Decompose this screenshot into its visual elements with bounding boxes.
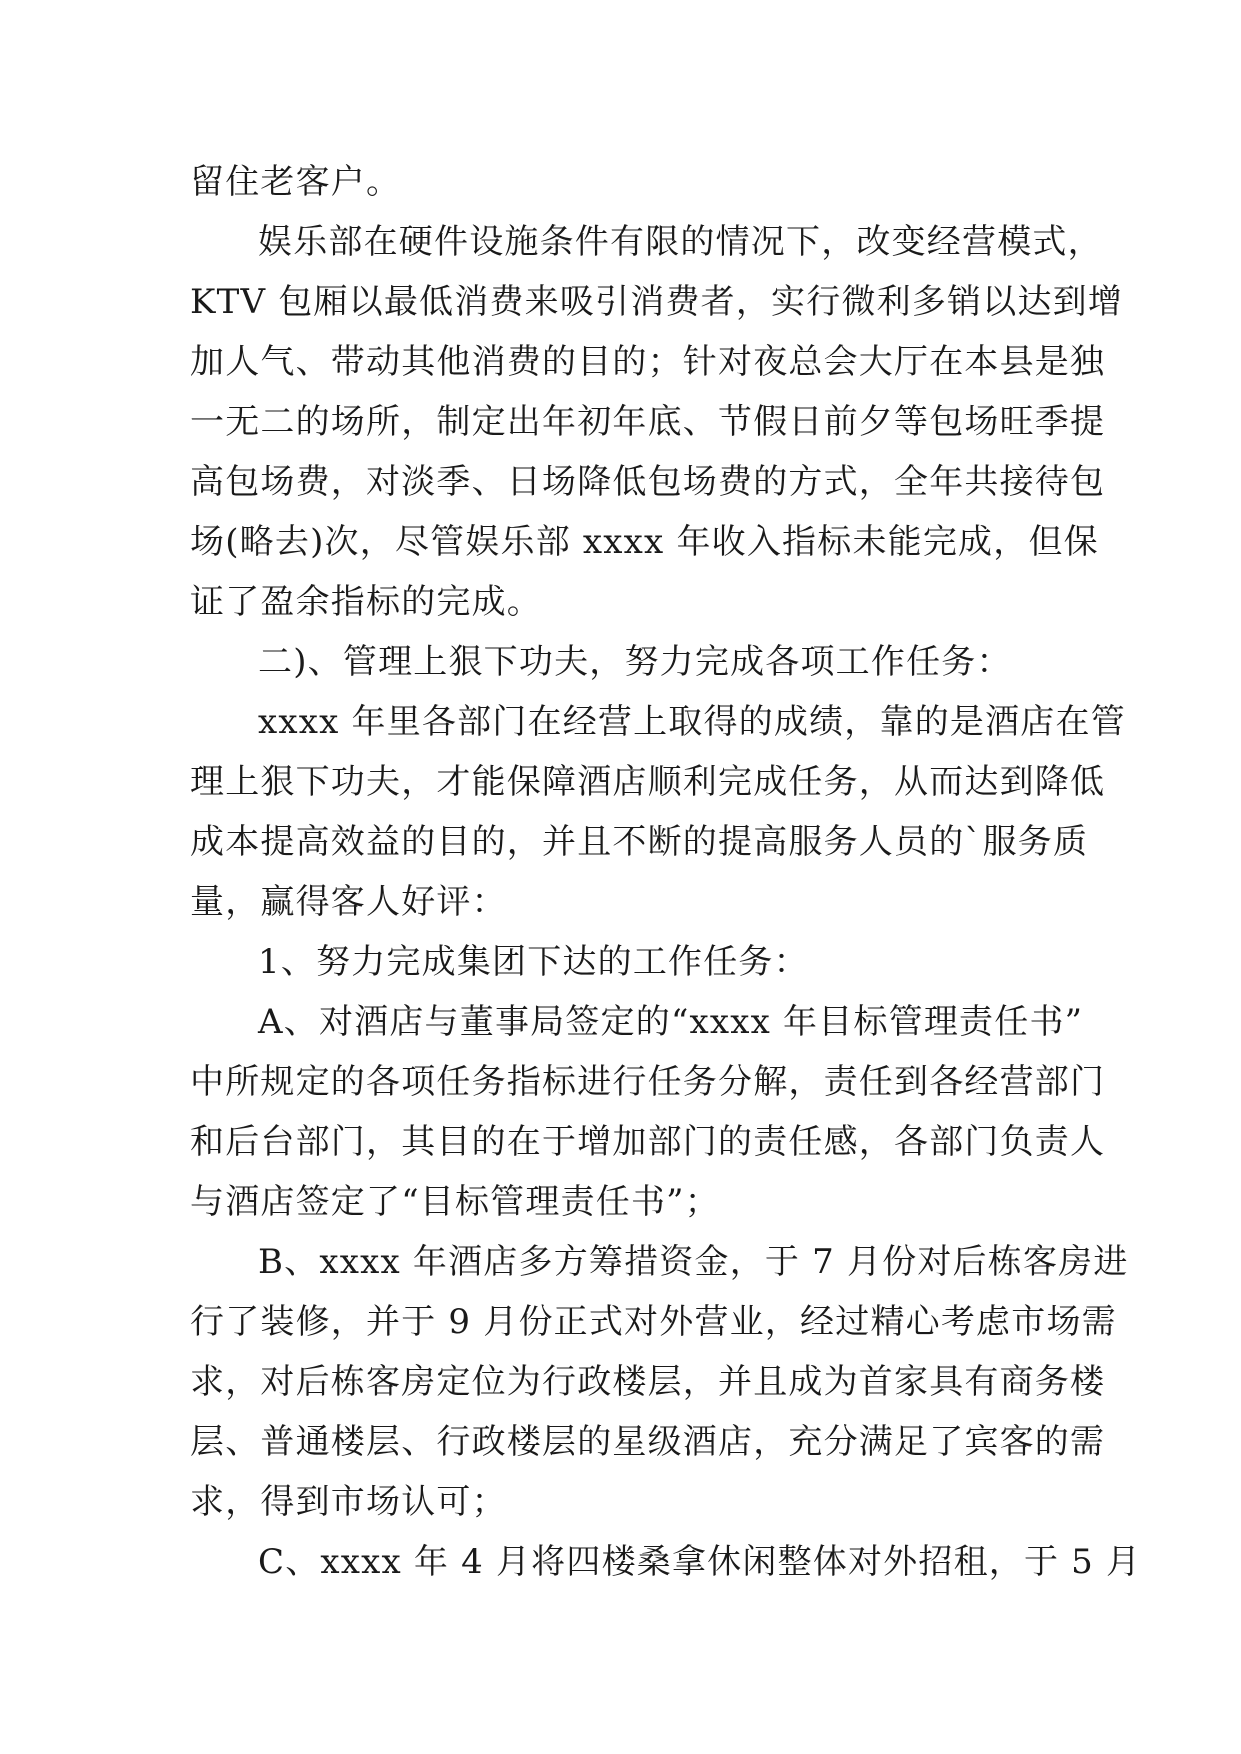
text-line: 量，赢得客人好评： — [190, 882, 507, 922]
text-line: xxxx 年里各部门在经营上取得的成绩，靠的是酒店在管 — [258, 702, 1126, 742]
body-text — [190, 152, 1142, 1592]
text-line: 行了装修，并于 9 月份正式对外营业，经过精心考虑市场需 — [190, 1302, 1117, 1342]
text-line: 高包场费，对淡季、日场降低包场费的方式，全年共接待包 — [190, 462, 1106, 502]
text-line: 一无二的场所，制定出年初年底、节假日前夕等包场旺季提 — [190, 402, 1106, 442]
text-line: 与酒店签定了“目标管理责任书”； — [190, 1182, 720, 1222]
text-line: 留住老客户。 — [190, 162, 402, 202]
text-line: 1、努力完成集团下达的工作任务： — [258, 942, 809, 982]
text-line: 成本提高效益的目的，并且不断的提高服务人员的`服务质 — [190, 822, 1089, 862]
text-line: 加人气、带动其他消费的目的；针对夜总会大厅在本县是独 — [190, 342, 1106, 382]
text-line: A、对酒店与董事局签定的“xxxx 年目标管理责任书” — [258, 1002, 1084, 1042]
text-line: 娱乐部在硬件设施条件有限的情况下，改变经营模式， — [258, 222, 1103, 262]
text-line: 中所规定的各项任务指标进行任务分解，责任到各经营部门 — [190, 1062, 1106, 1102]
text-line: C、xxxx 年 4 月将四楼桑拿休闲整体对外招租，于 5 月 — [258, 1542, 1142, 1582]
text-line: 场(略去)次，尽管娱乐部 xxxx 年收入指标未能完成，但保 — [190, 522, 1099, 562]
text-line: 和后台部门，其目的在于增加部门的责任感，各部门负责人 — [190, 1122, 1106, 1162]
text-line: B、xxxx 年酒店多方筹措资金，于 7 月份对后栋客房进 — [258, 1242, 1129, 1282]
text-line: 二)、管理上狠下功夫，努力完成各项工作任务： — [258, 642, 1012, 682]
text-line: 层、普通楼层、行政楼层的星级酒店，充分满足了宾客的需 — [190, 1422, 1106, 1462]
text-line: 证了盈余指标的完成。 — [190, 582, 542, 622]
text-line: 理上狠下功夫，才能保障酒店顺利完成任务，从而达到降低 — [190, 762, 1106, 802]
text-line: 求，得到市场认可； — [190, 1482, 507, 1522]
text-line: KTV 包厢以最低消费来吸引消费者，实行微利多销以达到增 — [190, 282, 1124, 322]
text-line: 求，对后栋客房定位为行政楼层，并且成为首家具有商务楼 — [190, 1362, 1106, 1402]
